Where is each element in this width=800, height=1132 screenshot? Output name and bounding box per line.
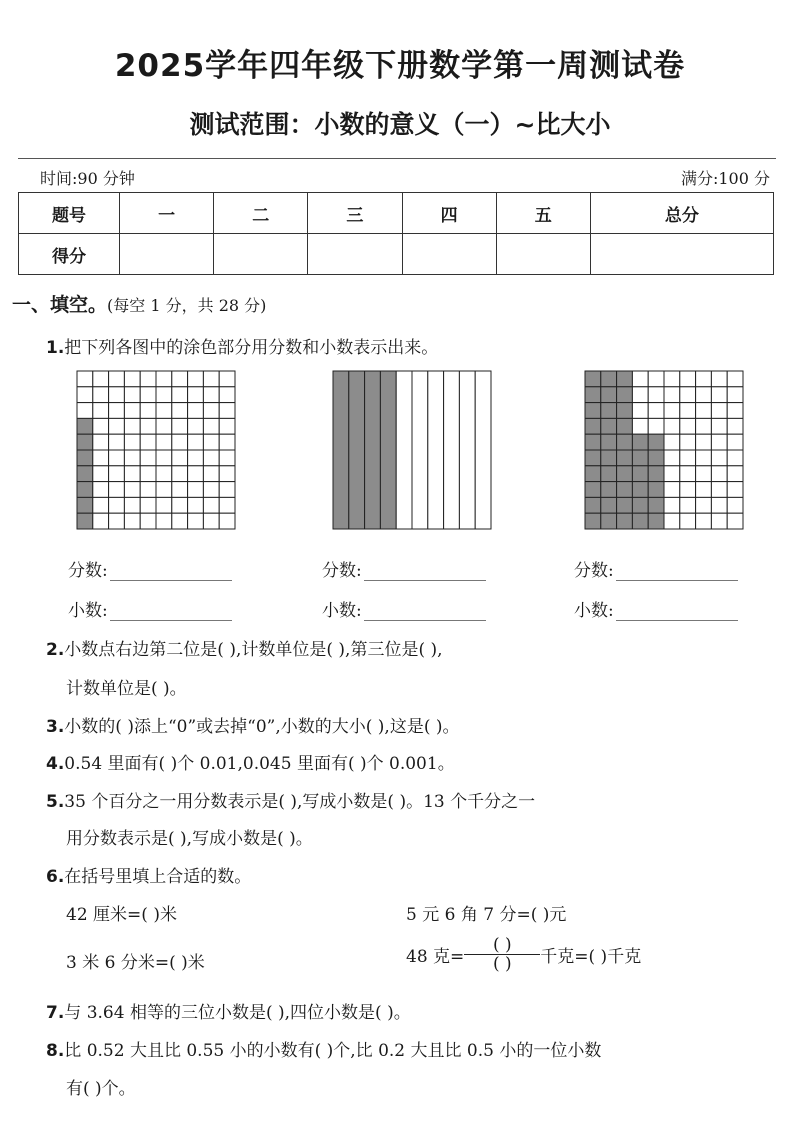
- grid-cell: [156, 387, 172, 403]
- grid-cell: [727, 513, 743, 529]
- question-text: 0.54 里面有( )个 0.01,0.045 里面有( )个 0.001。: [64, 754, 455, 774]
- grid-cell: [124, 434, 140, 450]
- grid-cell: [77, 371, 93, 387]
- grid-cell: [664, 466, 680, 482]
- question-4: [46, 749, 455, 774]
- tenths-strip-grid: [332, 370, 492, 530]
- grid-cell: [711, 513, 727, 529]
- grid-cell: [711, 450, 727, 466]
- shaded-cell: [601, 403, 617, 419]
- grid-cell: [109, 434, 125, 450]
- grid-cell: [124, 482, 140, 498]
- grid-cell: [203, 434, 219, 450]
- page-title: 2025学年四年级下册数学第一周测试卷: [114, 48, 686, 84]
- grid-cell: [203, 497, 219, 513]
- grid-cell: [124, 497, 140, 513]
- grid-cell: [696, 482, 712, 498]
- grid-cell: [93, 466, 109, 482]
- grid-cell: [172, 403, 188, 419]
- shaded-cell: [601, 434, 617, 450]
- grid-cell: [727, 466, 743, 482]
- grid-cell: [93, 450, 109, 466]
- question-7: [46, 998, 411, 1023]
- grid-cell: [711, 434, 727, 450]
- grid-cell: [188, 418, 204, 434]
- score-header-cell: 一: [120, 193, 214, 234]
- grid-cell: [140, 466, 156, 482]
- grid-cell: [696, 371, 712, 387]
- grid-cell: [172, 466, 188, 482]
- grid-cell: [172, 482, 188, 498]
- shaded-strip: [349, 371, 365, 529]
- shaded-cell: [77, 418, 93, 434]
- shaded-cell: [648, 466, 664, 482]
- grid-cell: [664, 450, 680, 466]
- grid3-fraction-answer[interactable]: [574, 556, 738, 581]
- grid-cell: [93, 418, 109, 434]
- shaded-cell: [648, 513, 664, 529]
- grid-cell: [711, 466, 727, 482]
- decimal-label: 小数:: [574, 601, 614, 621]
- grid-cell: [172, 513, 188, 529]
- grid-cell: [632, 418, 648, 434]
- grid-cell: [172, 434, 188, 450]
- grid-cell: [172, 450, 188, 466]
- fraction-numerator: ( ): [464, 936, 540, 955]
- answer-line[interactable]: [364, 564, 486, 581]
- grid-cell: [696, 466, 712, 482]
- answer-line[interactable]: [110, 564, 232, 581]
- grid-cell: [109, 418, 125, 434]
- grid-cell: [711, 387, 727, 403]
- score-cell[interactable]: [402, 234, 496, 275]
- grid-strip: [444, 371, 460, 529]
- shaded-cell: [585, 434, 601, 450]
- grid-cell: [632, 387, 648, 403]
- shaded-cell: [585, 403, 601, 419]
- score-cell[interactable]: [308, 234, 402, 275]
- shaded-strip: [380, 371, 396, 529]
- time-limit: 时间:90 分钟: [40, 169, 135, 188]
- grid-cell: [77, 387, 93, 403]
- grid2-decimal-answer[interactable]: [322, 596, 486, 621]
- shaded-cell: [585, 482, 601, 498]
- grid-strip: [412, 371, 428, 529]
- grid-cell: [203, 418, 219, 434]
- score-table-header-row: [19, 193, 774, 234]
- grid-cell: [124, 387, 140, 403]
- question-6c: 3 米 6 分米=( )米: [66, 953, 205, 973]
- fraction-label: 分数:: [68, 561, 108, 581]
- grid-cell: [727, 387, 743, 403]
- shaded-cell: [585, 497, 601, 513]
- grid-cell: [664, 434, 680, 450]
- grid2-fraction-answer[interactable]: [322, 556, 486, 581]
- grid-cell: [188, 482, 204, 498]
- grid-cell: [109, 403, 125, 419]
- shaded-cell: [601, 513, 617, 529]
- grid-cell: [696, 434, 712, 450]
- grid-cell: [680, 371, 696, 387]
- score-table: [18, 192, 774, 275]
- grid-cell: [219, 371, 235, 387]
- question-number: 2.: [46, 640, 65, 660]
- grid-cell: [696, 497, 712, 513]
- grid-cell: [77, 403, 93, 419]
- shaded-cell: [617, 513, 633, 529]
- grid-cell: [172, 497, 188, 513]
- divider: [18, 158, 776, 159]
- score-cell[interactable]: [496, 234, 590, 275]
- section-1-title: 一、填空。: [12, 294, 108, 316]
- grid-cell: [696, 387, 712, 403]
- grid-cell: [188, 466, 204, 482]
- grid-cell: [727, 371, 743, 387]
- shaded-cell: [617, 497, 633, 513]
- shaded-strip: [333, 371, 349, 529]
- fraction-label: 分数:: [322, 561, 362, 581]
- section-1-note: (每空 1 分，共 28 分): [107, 296, 267, 315]
- question-number: 5.: [46, 792, 65, 812]
- grid-cell: [93, 513, 109, 529]
- question-text: 35 个百分之一用分数表示是( ),写成小数是( )。13 个千分之一: [64, 792, 536, 812]
- decimal-label: 小数:: [68, 601, 108, 621]
- grid-cell: [172, 387, 188, 403]
- question-6b: 5 元 6 角 7 分=( )元: [406, 905, 567, 925]
- grid-cell: [203, 450, 219, 466]
- grid-cell: [93, 387, 109, 403]
- score-header-cell: 四: [402, 193, 496, 234]
- shaded-cell: [617, 466, 633, 482]
- grid-cell: [172, 418, 188, 434]
- grid-cell: [727, 418, 743, 434]
- grid-cell: [124, 513, 140, 529]
- grid-cell: [156, 497, 172, 513]
- grid-cell: [93, 403, 109, 419]
- shaded-cell: [77, 466, 93, 482]
- shaded-cell: [601, 466, 617, 482]
- grid-cell: [696, 403, 712, 419]
- grid-cell: [140, 418, 156, 434]
- grid-cell: [156, 403, 172, 419]
- shaded-cell: [77, 513, 93, 529]
- shaded-cell: [77, 497, 93, 513]
- grid-cell: [727, 434, 743, 450]
- question-number: 6.: [46, 867, 65, 887]
- grid-cell: [680, 482, 696, 498]
- grid-cell: [124, 418, 140, 434]
- question-5-continued: 用分数表示是( ),写成小数是( )。: [66, 829, 313, 849]
- grid-cell: [156, 418, 172, 434]
- grid-cell: [156, 434, 172, 450]
- score-header-cell: 总分: [590, 193, 773, 234]
- score-table-score-row: [19, 234, 774, 275]
- page-subtitle: 测试范围：小数的意义（一）~比大小: [189, 110, 611, 139]
- score-header-cell: 三: [308, 193, 402, 234]
- fraction-denominator: ( ): [492, 954, 512, 974]
- grid-cell: [664, 418, 680, 434]
- grid-cell: [188, 371, 204, 387]
- question-8-continued: 有( )个。: [66, 1079, 136, 1099]
- shaded-cell: [601, 450, 617, 466]
- grid-cell: [664, 482, 680, 498]
- shaded-cell: [585, 513, 601, 529]
- hundred-grid-2: [584, 370, 744, 530]
- grid1-fraction-answer[interactable]: [68, 556, 232, 581]
- grid-cell: [696, 418, 712, 434]
- question-3: [46, 712, 460, 737]
- grid-cell: [93, 371, 109, 387]
- grid-cell: [203, 513, 219, 529]
- grid-cell: [156, 466, 172, 482]
- grid-cell: [680, 513, 696, 529]
- question-1: [46, 333, 438, 358]
- grid-cell: [203, 482, 219, 498]
- question-number: 7.: [46, 1003, 65, 1023]
- grid-cell: [727, 482, 743, 498]
- question-number: 3.: [46, 717, 65, 737]
- score-header-cell: 二: [214, 193, 308, 234]
- question-2-continued: 计数单位是( )。: [66, 679, 187, 699]
- grid-cell: [680, 434, 696, 450]
- grid-cell: [727, 450, 743, 466]
- shaded-cell: [77, 482, 93, 498]
- shaded-cell: [617, 418, 633, 434]
- grid-cell: [727, 403, 743, 419]
- question-text: 在括号里填上合适的数。: [64, 867, 252, 887]
- shaded-cell: [648, 434, 664, 450]
- shaded-cell: [632, 466, 648, 482]
- shaded-cell: [585, 387, 601, 403]
- score-row-label: 得分: [19, 234, 120, 275]
- grid-cell: [219, 482, 235, 498]
- grid-cell: [696, 450, 712, 466]
- grid-cell: [140, 371, 156, 387]
- grid-cell: [93, 482, 109, 498]
- shaded-cell: [585, 466, 601, 482]
- score-header-cell: 题号: [19, 193, 120, 234]
- grid-cell: [664, 403, 680, 419]
- shaded-cell: [601, 371, 617, 387]
- grid-cell: [109, 513, 125, 529]
- question-number: 8.: [46, 1041, 65, 1061]
- score-cell[interactable]: [590, 234, 773, 275]
- grid-cell: [632, 371, 648, 387]
- grid-cell: [172, 371, 188, 387]
- shaded-cell: [632, 482, 648, 498]
- grid-cell: [219, 450, 235, 466]
- grid-cell: [664, 513, 680, 529]
- grid-cell: [124, 403, 140, 419]
- shaded-cell: [77, 434, 93, 450]
- grid-cell: [140, 434, 156, 450]
- grid-cell: [124, 371, 140, 387]
- grid-cell: [109, 466, 125, 482]
- shaded-cell: [585, 418, 601, 434]
- answer-line[interactable]: [364, 604, 486, 621]
- shaded-cell: [617, 434, 633, 450]
- grid-cell: [680, 418, 696, 434]
- grid-cell: [664, 371, 680, 387]
- grid-cell: [680, 466, 696, 482]
- grid-cell: [203, 371, 219, 387]
- grid-cell: [124, 466, 140, 482]
- grid-cell: [93, 434, 109, 450]
- shaded-cell: [601, 387, 617, 403]
- question-6d: [406, 936, 641, 973]
- grid-cell: [109, 371, 125, 387]
- grid-cell: [156, 482, 172, 498]
- grid-cell: [727, 497, 743, 513]
- shaded-cell: [601, 482, 617, 498]
- grid-cell: [203, 387, 219, 403]
- shaded-cell: [632, 513, 648, 529]
- grid-cell: [648, 418, 664, 434]
- grid-cell: [711, 418, 727, 434]
- grid-cell: [203, 466, 219, 482]
- grid-cell: [219, 418, 235, 434]
- grid-cell: [140, 482, 156, 498]
- grid-cell: [109, 497, 125, 513]
- grid-cell: [140, 387, 156, 403]
- grid-strip: [428, 371, 444, 529]
- grid-cell: [140, 513, 156, 529]
- grid-cell: [188, 403, 204, 419]
- shaded-cell: [617, 371, 633, 387]
- decimal-label: 小数:: [322, 601, 362, 621]
- grid-cell: [648, 387, 664, 403]
- grid-cell: [680, 497, 696, 513]
- question-5: [46, 787, 535, 812]
- shaded-cell: [585, 371, 601, 387]
- shaded-cell: [632, 434, 648, 450]
- grid-cell: [109, 482, 125, 498]
- answer-line[interactable]: [110, 604, 232, 621]
- grid-cell: [219, 403, 235, 419]
- grid-cell: [696, 513, 712, 529]
- question-6d-suffix: 千克=( )千克: [540, 947, 642, 967]
- question-text: 与 3.64 相等的三位小数是( ),四位小数是( )。: [64, 1003, 411, 1023]
- hundred-grid-1: [76, 370, 236, 530]
- shaded-cell: [77, 450, 93, 466]
- grid-cell: [219, 466, 235, 482]
- shaded-cell: [585, 450, 601, 466]
- grid-cell: [632, 403, 648, 419]
- question-text: 把下列各图中的涂色部分用分数和小数表示出来。: [64, 338, 439, 358]
- grid-cell: [203, 403, 219, 419]
- grid-cell: [140, 450, 156, 466]
- shaded-cell: [617, 403, 633, 419]
- shaded-cell: [617, 482, 633, 498]
- question-number: 4.: [46, 754, 65, 774]
- grid-cell: [109, 387, 125, 403]
- grid-cell: [188, 450, 204, 466]
- shaded-cell: [648, 497, 664, 513]
- grid-cell: [219, 387, 235, 403]
- full-score: 满分:100 分: [680, 169, 770, 188]
- section-1-heading: [12, 290, 266, 317]
- answer-line[interactable]: [616, 604, 738, 621]
- grid-cell: [648, 371, 664, 387]
- grid-cell: [711, 371, 727, 387]
- grid-cell: [680, 403, 696, 419]
- question-2: [46, 635, 443, 660]
- grid-cell: [188, 387, 204, 403]
- grid-cell: [93, 497, 109, 513]
- grid-cell: [156, 450, 172, 466]
- shaded-cell: [601, 497, 617, 513]
- grid-cell: [680, 450, 696, 466]
- shaded-strip: [365, 371, 381, 529]
- grid-cell: [664, 497, 680, 513]
- question-text: 小数的( )添上“0”或去掉“0”,小数的大小( ),这是( )。: [64, 717, 460, 737]
- grid-cell: [680, 387, 696, 403]
- grid-cell: [188, 497, 204, 513]
- grid3-decimal-answer[interactable]: [574, 596, 738, 621]
- grid-cell: [156, 513, 172, 529]
- shaded-cell: [632, 450, 648, 466]
- question-8: [46, 1036, 601, 1061]
- fraction-label: 分数:: [574, 561, 614, 581]
- grid-strip: [459, 371, 475, 529]
- grid-cell: [711, 482, 727, 498]
- fraction-blank[interactable]: [464, 936, 540, 973]
- grid-cell: [140, 497, 156, 513]
- grid-cell: [140, 403, 156, 419]
- grid-strip: [396, 371, 412, 529]
- grid-cell: [664, 387, 680, 403]
- score-cell[interactable]: [120, 234, 214, 275]
- shaded-cell: [648, 482, 664, 498]
- grid1-decimal-answer[interactable]: [68, 596, 232, 621]
- answer-line[interactable]: [616, 564, 738, 581]
- shaded-cell: [632, 497, 648, 513]
- grid-cell: [188, 434, 204, 450]
- shaded-cell: [601, 418, 617, 434]
- grid-cell: [156, 371, 172, 387]
- question-number: 1.: [46, 338, 65, 358]
- grid-cell: [219, 497, 235, 513]
- question-6a: 42 厘米=( )米: [66, 905, 177, 925]
- grid-cell: [711, 403, 727, 419]
- score-cell[interactable]: [214, 234, 308, 275]
- shaded-cell: [617, 387, 633, 403]
- question-6d-prefix: 48 克=: [406, 947, 465, 967]
- grid-cell: [711, 497, 727, 513]
- grid-cell: [219, 513, 235, 529]
- question-6: [46, 862, 251, 887]
- grid-cell: [219, 434, 235, 450]
- score-header-cell: 五: [496, 193, 590, 234]
- question-text: 小数点右边第二位是( ),计数单位是( ),第三位是( ),: [64, 640, 443, 660]
- grid-cell: [124, 450, 140, 466]
- grid-cell: [188, 513, 204, 529]
- grid-cell: [648, 403, 664, 419]
- shaded-cell: [648, 450, 664, 466]
- shaded-cell: [617, 450, 633, 466]
- grid-strip: [475, 371, 491, 529]
- grid-cell: [109, 450, 125, 466]
- question-text: 比 0.52 大且比 0.55 小的小数有( )个,比 0.2 大且比 0.5 小的一位小数: [64, 1041, 602, 1061]
